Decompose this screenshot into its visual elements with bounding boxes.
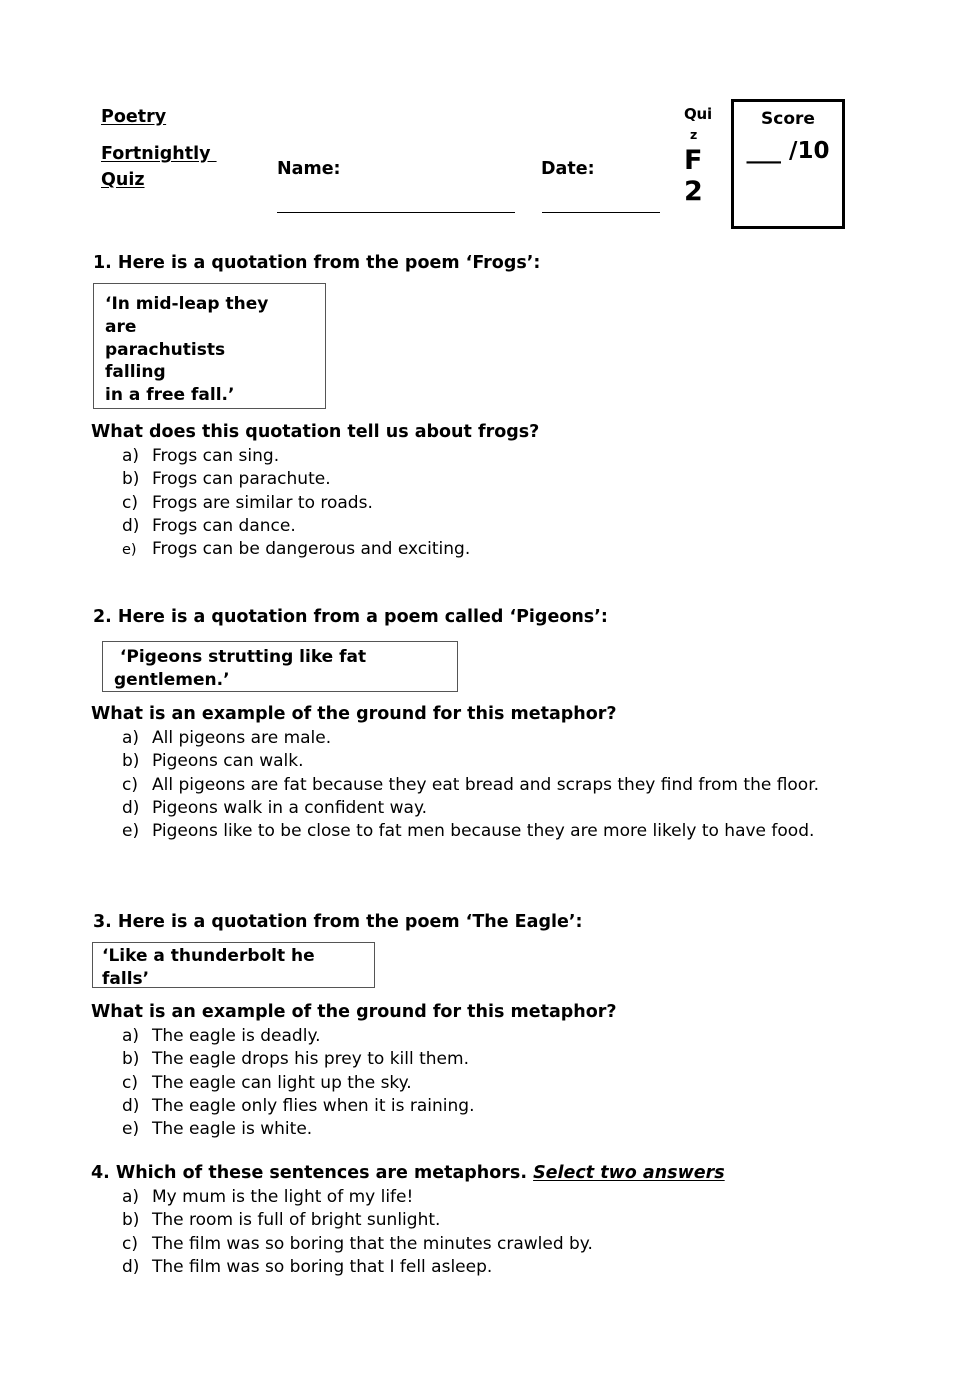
option-marker: a) bbox=[122, 1187, 140, 1207]
question-3-options bbox=[122, 1025, 902, 1141]
option-item[interactable] bbox=[122, 1186, 902, 1209]
question-2-quote-box bbox=[102, 641, 458, 692]
worksheet-header bbox=[0, 0, 978, 245]
score-label: Score bbox=[761, 109, 815, 129]
option-text: Pigeons can walk. bbox=[152, 751, 304, 772]
question-4-stem bbox=[91, 1163, 725, 1183]
option-marker: c) bbox=[122, 774, 138, 795]
option-item[interactable] bbox=[122, 1095, 902, 1118]
option-text: The eagle is deadly. bbox=[152, 1026, 321, 1046]
option-text: All pigeons are male. bbox=[152, 728, 332, 748]
quiz-code-number: 2 bbox=[684, 176, 703, 207]
quote-line: gentlemen.’ bbox=[114, 669, 230, 690]
option-item[interactable] bbox=[122, 1072, 902, 1095]
option-item[interactable] bbox=[122, 515, 922, 538]
option-item[interactable] bbox=[122, 820, 892, 843]
question-1-options bbox=[122, 445, 922, 562]
option-marker: d) bbox=[122, 1256, 140, 1277]
worksheet-title bbox=[101, 104, 281, 193]
option-text: The eagle drops his prey to kill them. bbox=[152, 1049, 469, 1070]
option-item[interactable] bbox=[122, 1256, 902, 1279]
option-text: My mum is the light of my life! bbox=[152, 1187, 414, 1207]
option-item[interactable] bbox=[122, 1025, 902, 1048]
score-value[interactable]: ___ /10 bbox=[746, 138, 830, 164]
question-1-quote-box bbox=[93, 283, 326, 409]
quote-line: ‘In mid-leap they bbox=[105, 294, 269, 314]
option-text: Pigeons walk in a confident way. bbox=[152, 797, 427, 818]
score-box bbox=[731, 99, 845, 229]
option-text: Frogs can be dangerous and exciting. bbox=[152, 539, 471, 560]
option-marker: b) bbox=[122, 469, 140, 490]
quote-line: ‘Pigeons strutting like fat bbox=[114, 647, 367, 667]
option-item[interactable] bbox=[122, 445, 922, 468]
option-item[interactable] bbox=[122, 1209, 902, 1232]
date-input-rule[interactable] bbox=[542, 212, 660, 213]
quote-line: ‘Like a thunderbolt he bbox=[102, 946, 315, 966]
question-2-options bbox=[122, 727, 892, 843]
option-marker: e) bbox=[122, 821, 140, 842]
question-4-options bbox=[122, 1186, 902, 1279]
option-marker: c) bbox=[122, 1233, 138, 1254]
option-text: Pigeons like to be close to fat men because they are more likely to have food. bbox=[152, 821, 815, 842]
option-item[interactable] bbox=[122, 1233, 902, 1256]
question-2-stem: 2. Here is a quotation from a poem called ‘Pigeons’: bbox=[93, 607, 608, 627]
question-3-sub-stem: What is an example of the ground for this metaphor? bbox=[91, 1002, 617, 1022]
option-item[interactable] bbox=[122, 492, 922, 515]
option-marker: d) bbox=[122, 1095, 140, 1116]
option-marker: b) bbox=[122, 1049, 140, 1070]
quote-line: falling bbox=[105, 362, 166, 383]
quiz-code-word-part1: Qui bbox=[684, 105, 712, 123]
quiz-code-letter: F bbox=[684, 145, 703, 176]
question-3-quote-box bbox=[92, 942, 375, 988]
quote-line: are bbox=[105, 316, 137, 337]
option-item[interactable] bbox=[122, 1118, 902, 1141]
option-marker: d) bbox=[122, 515, 140, 536]
title-line-fortnightly: Fortnightly bbox=[101, 144, 217, 164]
option-item[interactable] bbox=[122, 538, 922, 562]
option-text: The eagle can light up the sky. bbox=[152, 1072, 412, 1093]
question-3-stem: 3. Here is a quotation from the poem ‘The Eagle’: bbox=[93, 912, 583, 932]
option-marker: e) bbox=[122, 542, 137, 559]
option-text: The eagle only flies when it is raining. bbox=[152, 1095, 475, 1116]
option-marker: b) bbox=[122, 1210, 140, 1231]
option-text: The room is full of bright sunlight. bbox=[152, 1210, 441, 1231]
option-text: All pigeons are fat because they eat bread and scraps they find from the floor. bbox=[152, 774, 820, 795]
option-item[interactable] bbox=[122, 774, 892, 797]
option-marker: a) bbox=[122, 1026, 140, 1046]
option-marker: d) bbox=[122, 797, 140, 818]
option-marker: b) bbox=[122, 751, 140, 772]
question-1-sub-stem: What does this quotation tell us about frogs? bbox=[91, 422, 540, 442]
option-item[interactable] bbox=[122, 727, 892, 750]
option-marker: e) bbox=[122, 1119, 140, 1140]
name-label: Name: bbox=[277, 159, 341, 179]
option-item[interactable] bbox=[122, 468, 922, 491]
question-4-stem-emphasis: Select two answers bbox=[533, 1163, 725, 1183]
option-text: Frogs can dance. bbox=[152, 515, 296, 536]
option-text: Frogs are similar to roads. bbox=[152, 492, 373, 513]
question-2-sub-stem: What is an example of the ground for this metaphor? bbox=[91, 704, 617, 724]
quiz-code-word-part2: z bbox=[690, 127, 698, 142]
quote-line: falls’ bbox=[102, 968, 150, 989]
option-text: The film was so boring that the minutes crawled by. bbox=[152, 1233, 593, 1254]
option-marker: c) bbox=[122, 1072, 138, 1093]
option-text: Frogs can sing. bbox=[152, 446, 280, 466]
question-1-stem: 1. Here is a quotation from the poem ‘Frogs’: bbox=[93, 253, 541, 273]
option-item[interactable] bbox=[122, 750, 892, 773]
option-item[interactable] bbox=[122, 1048, 902, 1071]
question-4-stem-plain: 4. Which of these sentences are metaphors. bbox=[91, 1163, 534, 1183]
option-item[interactable] bbox=[122, 797, 892, 820]
name-input-rule[interactable] bbox=[277, 212, 515, 213]
title-line-quiz: Quiz bbox=[101, 170, 145, 190]
title-line-poetry: Poetry bbox=[101, 107, 167, 127]
option-marker: c) bbox=[122, 492, 138, 513]
quiz-code bbox=[684, 104, 724, 207]
quote-line: in a free fall.’ bbox=[105, 385, 235, 406]
option-marker: a) bbox=[122, 728, 140, 748]
option-text: The eagle is white. bbox=[152, 1119, 313, 1140]
option-marker: a) bbox=[122, 446, 140, 466]
quote-line: parachutists bbox=[105, 339, 226, 360]
date-label: Date: bbox=[541, 159, 595, 179]
option-text: Frogs can parachute. bbox=[152, 469, 331, 490]
option-text: The film was so boring that I fell asleep. bbox=[152, 1256, 493, 1277]
